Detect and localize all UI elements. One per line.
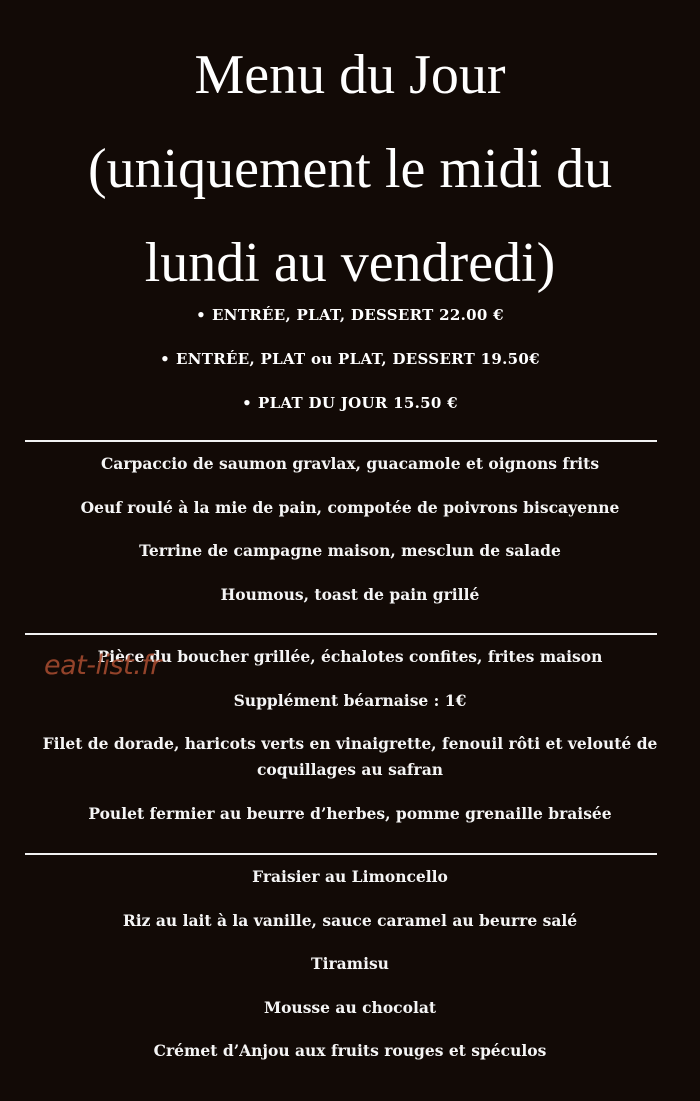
plat-item: Poulet fermier au beurre d’herbes, pomme grenaille braisée: [88, 803, 612, 823]
desserts-list: [20, 864, 680, 1082]
formule-label: ENTRÉE, PLAT, DESSERT 22.00 €: [212, 306, 504, 324]
plat-item: Pièce du boucher grillée, échalotes confites, frites maison: [97, 647, 603, 666]
title-line-2: (uniquement le midi du: [87, 138, 613, 200]
dessert-item: Tiramisu: [311, 954, 389, 973]
bullet-icon: •: [242, 394, 252, 412]
dessert-item: Fraisier au Limoncello: [252, 867, 448, 886]
formule-label: PLAT DU JOUR 15.50 €: [257, 394, 458, 412]
divider-entrees: [25, 440, 657, 442]
entree-item: Houmous, toast de pain grillé: [220, 584, 480, 604]
formules-list: [0, 304, 700, 436]
bullet-icon: •: [196, 306, 207, 324]
dessert-item: Mousse au chocolat: [263, 997, 437, 1017]
bullet-icon: •: [160, 350, 171, 368]
divider-desserts: [25, 853, 657, 855]
dessert-item: Riz au lait à la vanille, sauce caramel au beurre salé: [122, 910, 578, 930]
plat-item: Supplément béarnaise : 1€: [233, 690, 467, 710]
dessert-item: Crémet d’Anjou aux fruits rouges et spéculos: [153, 1041, 547, 1060]
plat-item: Filet de dorade, haricots verts en vinaigrette, fenouil rôti et velouté de coquillages au safran: [42, 734, 658, 779]
entree-item: Oeuf roulé à la mie de pain, compotée de poivrons biscayenne: [80, 497, 620, 517]
entree-item: Carpaccio de saumon gravlax, guacamole et oignons frits: [100, 454, 600, 473]
watermark: eat-list.fr: [44, 650, 161, 681]
page-title: [0, 28, 700, 310]
formule-item: [0, 392, 700, 436]
entrees-list: [20, 451, 680, 625]
formule-item: [0, 348, 700, 392]
divider-plats: [25, 633, 657, 635]
formule-label: ENTRÉE, PLAT ou PLAT, DESSERT 19.50€: [176, 350, 540, 368]
title-line-1: Menu du Jour: [194, 44, 506, 106]
formule-item: [0, 304, 700, 348]
title-line-3: lundi au vendredi): [144, 232, 556, 294]
entree-item: Terrine de campagne maison, mesclun de salade: [139, 541, 561, 560]
